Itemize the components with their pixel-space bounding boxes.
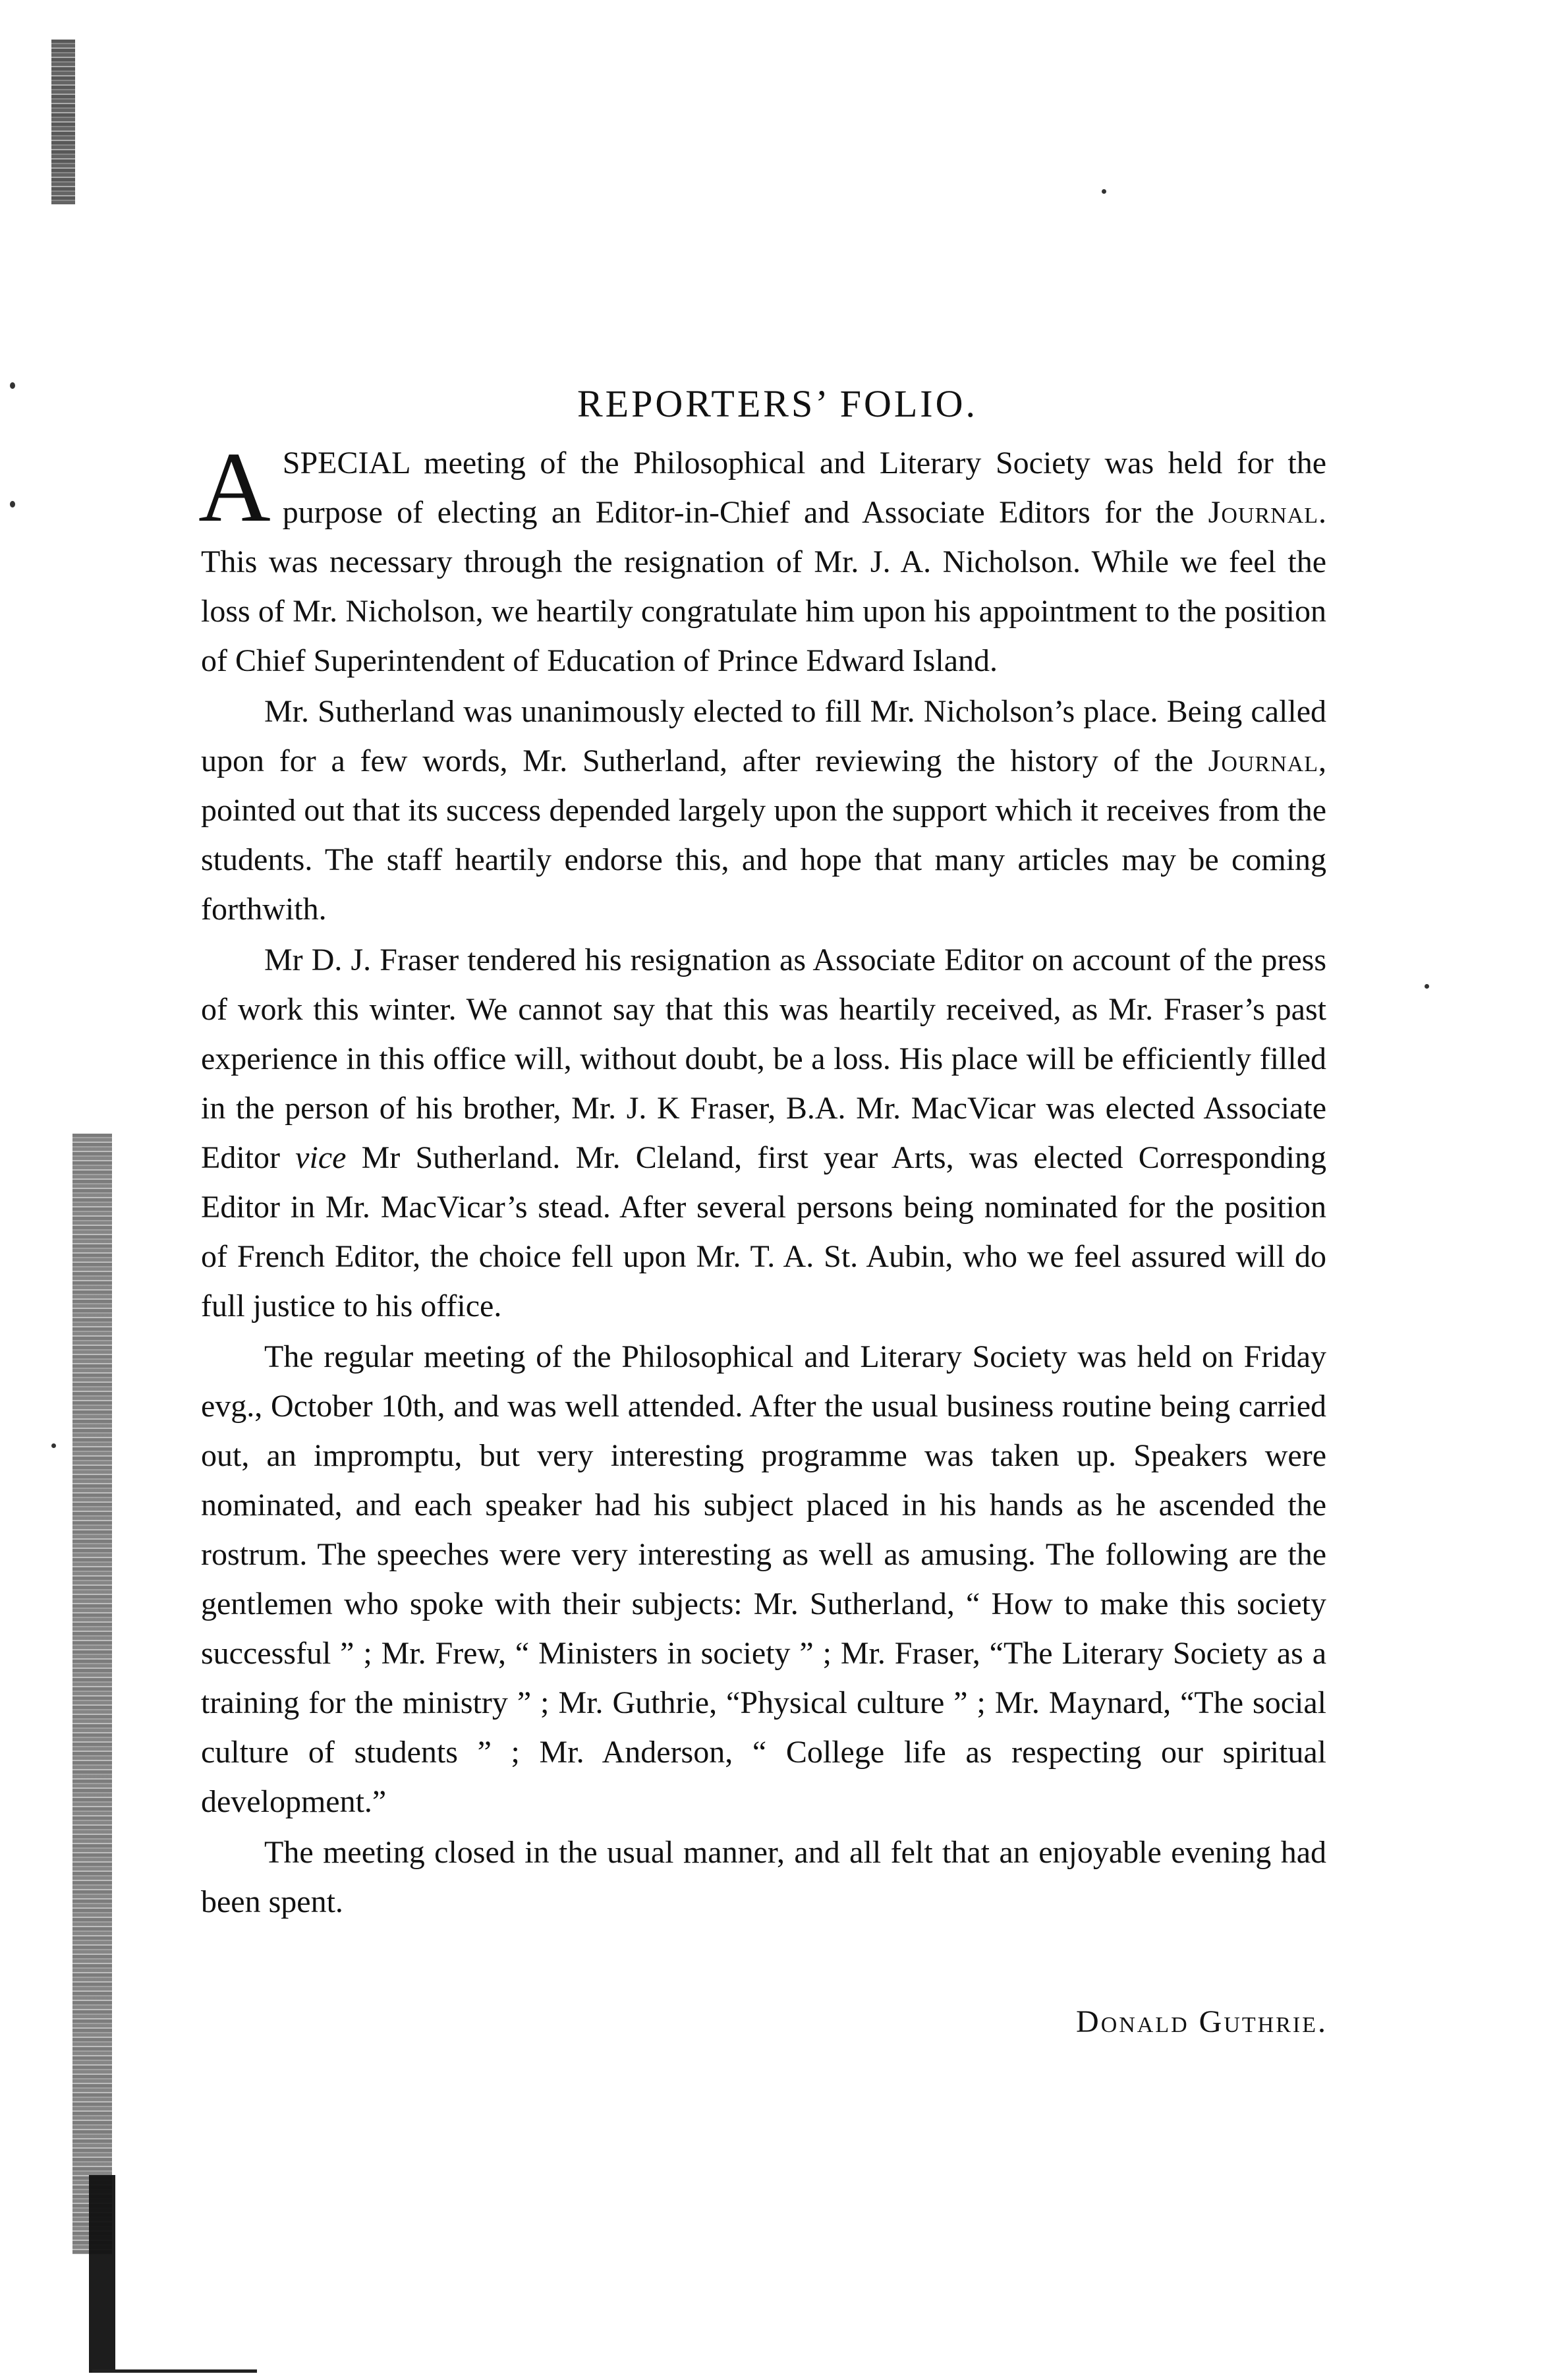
drop-cap: A bbox=[198, 432, 271, 542]
paragraph-2-text-a: Mr. Sutherland was unanimously elected to fill Mr. Nicholson’s place. Being called upon for a few words, Mr. Sutherland, after reviewing the history of the bbox=[201, 694, 1326, 778]
paragraph-2 bbox=[201, 687, 1326, 934]
binding-edge-bottom bbox=[89, 2175, 115, 2373]
journal-name: Journal bbox=[1208, 495, 1318, 530]
paragraph-1-text-b: . This was necessary through the resignation of Mr. J. A. Nicholson. While we feel the loss of Mr. Nicholson, we heartily congratulate him upon his appointment to the position of Chief Superintendent of Education of Prince Edward Island. bbox=[201, 495, 1326, 678]
paragraph-1-text-a: SPECIAL meeting of the Philosophical and Literary Society was held for the purpose of electing an Editor-in-Chief and Associate Editors for the bbox=[282, 446, 1326, 530]
author-signature: Donald Guthrie. bbox=[1076, 2004, 1328, 2039]
paragraph-2-text-b: , pointed out that its success depended largely upon the support which it receives from the students. The staff heartily endorse this, and hope that many articles may be coming forthwith. bbox=[201, 743, 1326, 927]
scan-speck bbox=[10, 501, 15, 508]
paragraph-3 bbox=[201, 935, 1326, 1331]
scan-speck bbox=[51, 1443, 56, 1448]
page-title: REPORTERS’ FOLIO. bbox=[577, 382, 978, 425]
scan-speck bbox=[1425, 984, 1429, 989]
binding-edge-top bbox=[51, 40, 75, 204]
paragraph-3-text-a: Mr D. J. Fraser tendered his resignation as Associate Editor on account of the press of work this winter. We cannot say that this was heartily received, as Mr. Fraser’s past experience in this office will, without doubt, be a loss. His place will be efficiently filled in the person of his brother, Mr. J. K Fraser, B.A. Mr. MacVicar was elected Associate Editor bbox=[201, 943, 1326, 1175]
vice-italic: vice bbox=[295, 1140, 347, 1175]
scan-speck bbox=[1102, 189, 1106, 194]
article-body bbox=[198, 432, 1326, 1928]
binding-edge-middle bbox=[72, 1134, 112, 2254]
paragraph-4: The regular meeting of the Philosophical and Literary Society was held on Friday evg., October 10th, and was well attended. After the usual business routine being carried out, an impromptu, but very interesting programme was taken up. Speakers were nominated, and each speaker had his subject placed in his hands as he ascended the rostrum. The speeches were very interesting as well as amusing. The following are the gentlemen who spoke with their subjects: Mr. Sutherland, “ How to make this society successful ” ; Mr. Frew, “ Ministers in society ” ; Mr. Fraser, “The Literary Society as a training for the ministry ” ; Mr. Guthrie, “Physical culture ” ; Mr. Maynard, “The social culture of students ” ; Mr. Anderson, “ College life as respecting our spiritual development.” bbox=[201, 1339, 1326, 1819]
journal-name: Journal bbox=[1208, 743, 1318, 778]
paragraph-5: The meeting closed in the usual manner, and all felt that an enjoyable evening had been spent. bbox=[201, 1835, 1326, 1919]
paragraph-1 bbox=[198, 432, 1326, 685]
paragraph-3-text-b: Mr Sutherland. Mr. Cleland, first year Arts, was elected Corresponding Editor in Mr. MacVicar’s stead. After several persons being nominated for the position of French Editor, the choice fell upon Mr. T. A. St. Aubin, who we feel assured will do full justice to his office. bbox=[201, 1140, 1326, 1323]
binding-edge-rule bbox=[92, 2369, 257, 2373]
